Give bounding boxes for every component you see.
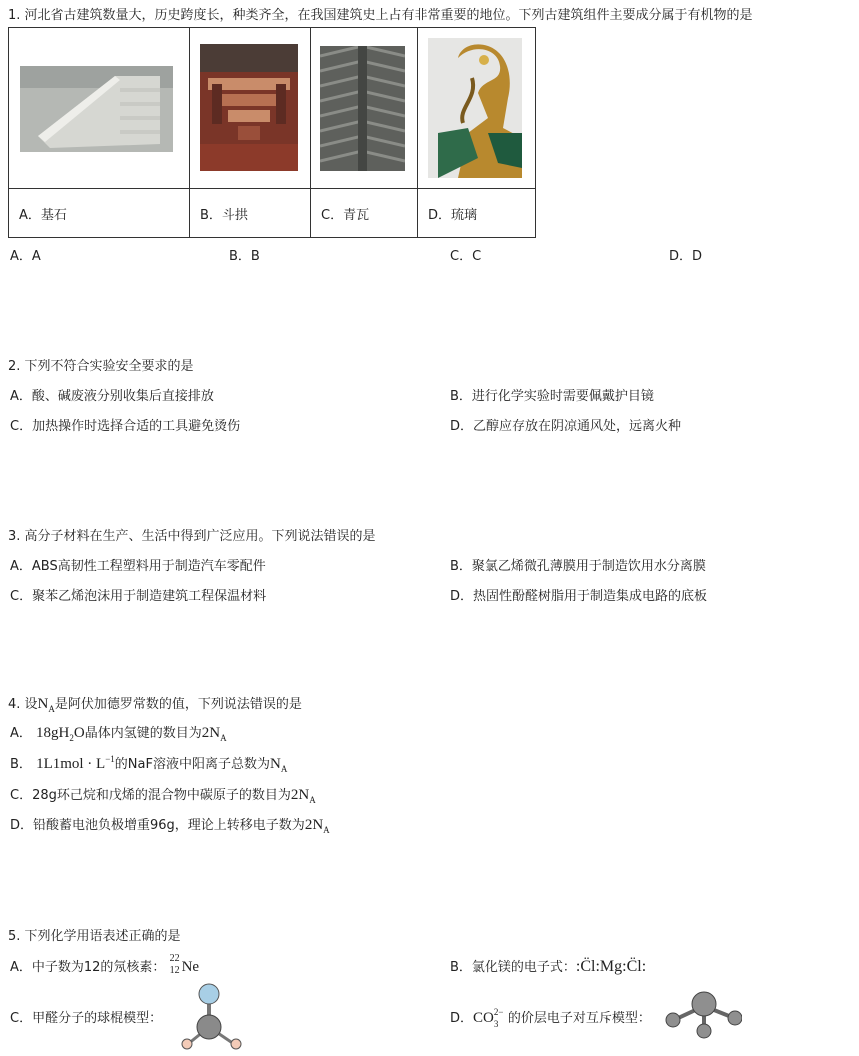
q1-table-label-b: B．斗拱 bbox=[190, 189, 311, 238]
q1-image-cell-d bbox=[418, 28, 536, 189]
q1-image-cell-a bbox=[9, 28, 190, 189]
formaldehyde-ball-stick-model bbox=[176, 982, 246, 1056]
q4-d-value bbox=[305, 817, 330, 833]
q4-c-value-subscript: A bbox=[309, 795, 316, 805]
q5-d-label: D． bbox=[450, 1011, 474, 1026]
q2-option-b[interactable]: B．进行化学实验时需要佩戴护目镜 bbox=[450, 389, 654, 404]
q4-d-text: D．铅酸蓄电池负极增重96g，理论上转移电子数为 bbox=[10, 818, 305, 833]
q1-stem: 1. 河北省古建筑数量大，历史跨度长，种类齐全，在我国建筑史上占有非常重要的地位。下列古建筑组件主要成分属于有机物的是 bbox=[8, 8, 753, 23]
q3-option-a[interactable]: A．ABS高韧性工程塑料用于制造汽车零配件 bbox=[10, 559, 266, 574]
q4-a-value bbox=[202, 725, 227, 741]
q4-a-h2-subscript: 2 bbox=[69, 733, 74, 743]
q4-stem-suffix: 是阿伏加德罗常数的值，下列说法错误的是 bbox=[54, 697, 302, 712]
q1-image-cell-b bbox=[190, 28, 311, 189]
q4-a-two-n: 2N bbox=[201, 725, 221, 741]
q5-option-a[interactable] bbox=[10, 952, 206, 979]
q4-c-two-n: 2N bbox=[290, 787, 310, 803]
q1-table-label-a: A．基石 bbox=[9, 189, 190, 238]
q4-b-n: N bbox=[269, 756, 281, 772]
q1-table-label-c: C．青瓦 bbox=[311, 189, 418, 238]
q4-d-two-n: 2N bbox=[304, 817, 324, 833]
q5-b-text: B．氯化镁的电子式： bbox=[450, 960, 576, 975]
q4-b-superscript: −1 bbox=[105, 754, 115, 764]
q1-option-d[interactable]: D．D bbox=[669, 249, 703, 264]
q3-stem: 3. 高分子材料在生产、生活中得到广泛应用。下列说法错误的是 bbox=[8, 529, 376, 544]
q5-a-text: A．中子数为12的氖核素： bbox=[10, 960, 166, 975]
q1-option-a[interactable]: A．A bbox=[10, 249, 41, 264]
carbonate-co: CO bbox=[473, 1010, 494, 1026]
q4-option-d[interactable] bbox=[10, 814, 330, 835]
q1-table-label-d: D．琉璃 bbox=[418, 189, 536, 238]
q4-stem-prefix: 4. 设 bbox=[8, 697, 38, 712]
q4-b-text: 的NaF溶液中阳离子总数为 bbox=[114, 757, 270, 772]
na-subscript: A bbox=[48, 704, 55, 714]
q4-option-c[interactable] bbox=[10, 784, 316, 805]
q4-a-value-subscript: A bbox=[220, 733, 227, 743]
q5-stem: 5. 下列化学用语表述正确的是 bbox=[8, 929, 181, 944]
q4-a-text: 晶体内氢键的数目为 bbox=[84, 726, 202, 741]
q4-c-value bbox=[291, 787, 316, 803]
q3-option-d[interactable]: D．热固性酚醛树脂用于制造集成电路的底板 bbox=[450, 589, 708, 604]
q5-d-text: 的价层电子对互斥模型： bbox=[507, 1011, 651, 1026]
carbonate-subscript: 3 bbox=[493, 1018, 499, 1029]
carbonate-charge: 2− bbox=[493, 1006, 504, 1017]
dougong-bracket-image bbox=[200, 44, 298, 171]
q4-stem bbox=[8, 693, 302, 714]
q5-c-text: C．甲醛分子的球棍模型： bbox=[10, 1011, 163, 1026]
q5-option-d[interactable] bbox=[450, 1007, 651, 1027]
q2-option-c[interactable]: C．加热操作时选择合适的工具避免烫伤 bbox=[10, 419, 241, 434]
avogadro-symbol bbox=[38, 696, 55, 712]
q4-b-formula bbox=[36, 756, 115, 772]
foundation-stone-image bbox=[20, 66, 173, 152]
carbonate-vsepr-model bbox=[662, 990, 742, 1044]
q4-option-a[interactable] bbox=[10, 722, 227, 743]
q4-c-text: C．28g环己烷和戊烯的混合物中碳原子的数目为 bbox=[10, 788, 291, 803]
q5-option-c[interactable] bbox=[10, 1007, 162, 1026]
q2-option-d[interactable]: D．乙醇应存放在阴凉通风处，远离火种 bbox=[450, 419, 682, 434]
na-letter: N bbox=[37, 696, 49, 712]
neon-symbol: Ne bbox=[181, 958, 200, 975]
q4-b-formula-text: 1L1mol · L bbox=[36, 756, 106, 772]
q4-a-label: A． bbox=[10, 726, 32, 741]
glazed-ornament-image bbox=[428, 38, 522, 178]
q4-a-oxygen: O bbox=[73, 725, 85, 741]
q4-d-value-subscript: A bbox=[323, 825, 330, 835]
q4-option-b[interactable] bbox=[10, 753, 287, 774]
q4-b-label: B． bbox=[10, 757, 32, 772]
q3-option-b[interactable]: B．聚氯乙烯微孔薄膜用于制造饮用水分离膜 bbox=[450, 559, 706, 574]
q4-b-value-subscript: A bbox=[280, 764, 288, 774]
q2-stem: 2. 下列不符合实验安全要求的是 bbox=[8, 359, 194, 374]
q2-option-a[interactable]: A．酸、碱废液分别收集后直接排放 bbox=[10, 389, 214, 404]
mgcl2-electron-formula: :C̈l:Mg:C̈l: bbox=[575, 958, 647, 975]
carbonate-formula bbox=[473, 1006, 508, 1029]
q5-option-b[interactable] bbox=[450, 956, 646, 976]
q4-a-formula-text: 18gH bbox=[36, 725, 70, 741]
q1-option-b[interactable]: B．B bbox=[229, 249, 260, 264]
neon-atomic-number: 12 bbox=[169, 964, 180, 976]
neon-mass-number: 22 bbox=[169, 952, 180, 964]
q3-option-c[interactable]: C．聚苯乙烯泡沫用于制造建筑工程保温材料 bbox=[10, 589, 267, 604]
neon-isotope bbox=[169, 952, 206, 979]
q1-option-c[interactable]: C．C bbox=[450, 249, 482, 264]
q4-a-formula bbox=[36, 725, 85, 741]
q1-image-cell-c bbox=[311, 28, 418, 189]
q1-image-table bbox=[8, 27, 536, 238]
grey-tile-image bbox=[320, 46, 405, 171]
q4-b-value bbox=[270, 756, 287, 772]
